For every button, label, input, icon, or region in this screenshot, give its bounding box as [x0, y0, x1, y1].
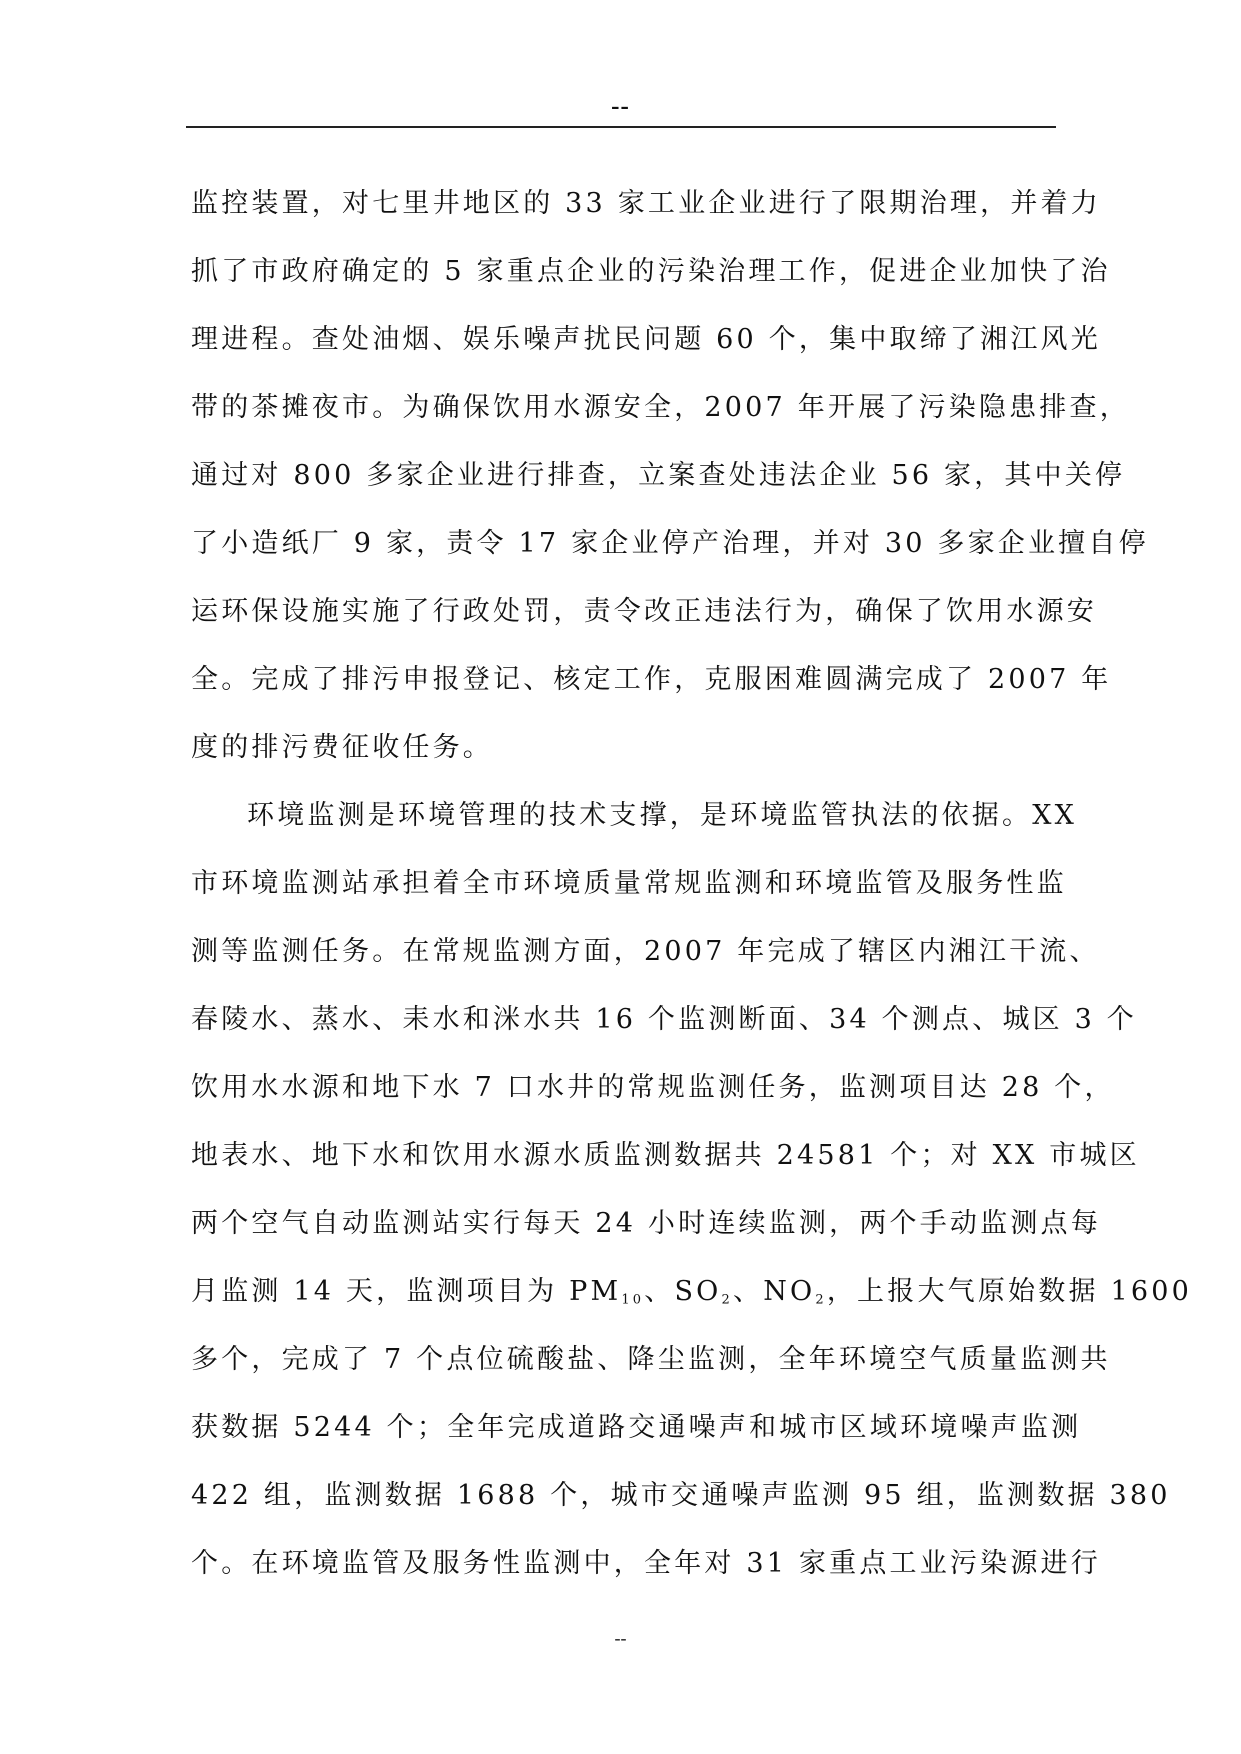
body-line: 理进程。查处油烟、娱乐噪声扰民问题 60 个，集中取缔了湘江风光: [191, 324, 1101, 355]
body-line: 市环境监测站承担着全市环境质量常规监测和环境监管及服务性监: [191, 868, 1067, 899]
line-segment: 、SO: [644, 1276, 722, 1307]
line-segment: 月监测 14 天，监测项目为 PM: [191, 1276, 622, 1307]
body-line: 获数据 5244 个；全年完成道路交通噪声和城市区域环境噪声监测: [191, 1412, 1082, 1443]
body-line: 抓了市政府确定的 5 家重点企业的污染治理工作，促进企业加快了治: [191, 256, 1111, 287]
body-line: 422 组，监测数据 1688 个，城市交通噪声监测 95 组，监测数据 380: [191, 1480, 1171, 1511]
body-line: 测等监测任务。在常规监测方面，2007 年完成了辖区内湘江干流、: [191, 936, 1100, 967]
body-line: 地表水、地下水和饮用水源水质监测数据共 24581 个；对 XX 市城区: [191, 1140, 1140, 1171]
body-line: 个。在环境监管及服务性监测中，全年对 31 家重点工业污染源进行: [191, 1548, 1101, 1579]
body-line: 度的排污费征收任务。: [191, 732, 493, 763]
paragraph-start-line: 环境监测是环境管理的技术支撑，是环境监管执法的依据。XX: [247, 800, 1078, 831]
line-segment: ，上报大气原始数据 1600: [826, 1276, 1192, 1307]
no2-subscript: 2: [815, 1292, 827, 1308]
line-segment: 、NO: [733, 1276, 816, 1307]
body-line: 带的茶摊夜市。为确保饮用水源安全，2007 年开展了污染隐患排查，: [191, 392, 1130, 423]
header-rule: [186, 126, 1056, 128]
header-mark: --: [611, 93, 630, 120]
body-line: 全。完成了排污申报登记、核定工作，克服困难圆满完成了 2007 年: [191, 664, 1112, 695]
body-line: 春陵水、蒸水、耒水和洣水共 16 个监测断面、34 个测点、城区 3 个: [191, 1004, 1138, 1035]
body-line: 两个空气自动监测站实行每天 24 小时连续监测，两个手动监测点每: [191, 1208, 1101, 1239]
body-line: 多个，完成了 7 个点位硫酸盐、降尘监测，全年环境空气质量监测共: [191, 1344, 1111, 1375]
body-line: 运环保设施实施了行政处罚，责令改正违法行为，确保了饮用水源安: [191, 596, 1097, 627]
body-line: 监控装置，对七里井地区的 33 家工业企业进行了限期治理，并着力: [191, 188, 1101, 219]
document-body: [191, 170, 1192, 1598]
body-line: 饮用水水源和地下水 7 口水井的常规监测任务，监测项目达 28 个，: [191, 1072, 1115, 1103]
body-line: 通过对 800 多家企业进行排查，立案查处违法企业 56 家，其中关停: [191, 460, 1126, 491]
pm10-subscript: 10: [621, 1292, 645, 1308]
so2-subscript: 2: [721, 1292, 733, 1308]
footer-mark: --: [614, 1628, 627, 1648]
body-line: 了小造纸厂 9 家，责令 17 家企业停产治理，并对 30 多家企业擅自停: [191, 528, 1149, 559]
body-line-with-subscripts: [191, 1258, 1192, 1326]
